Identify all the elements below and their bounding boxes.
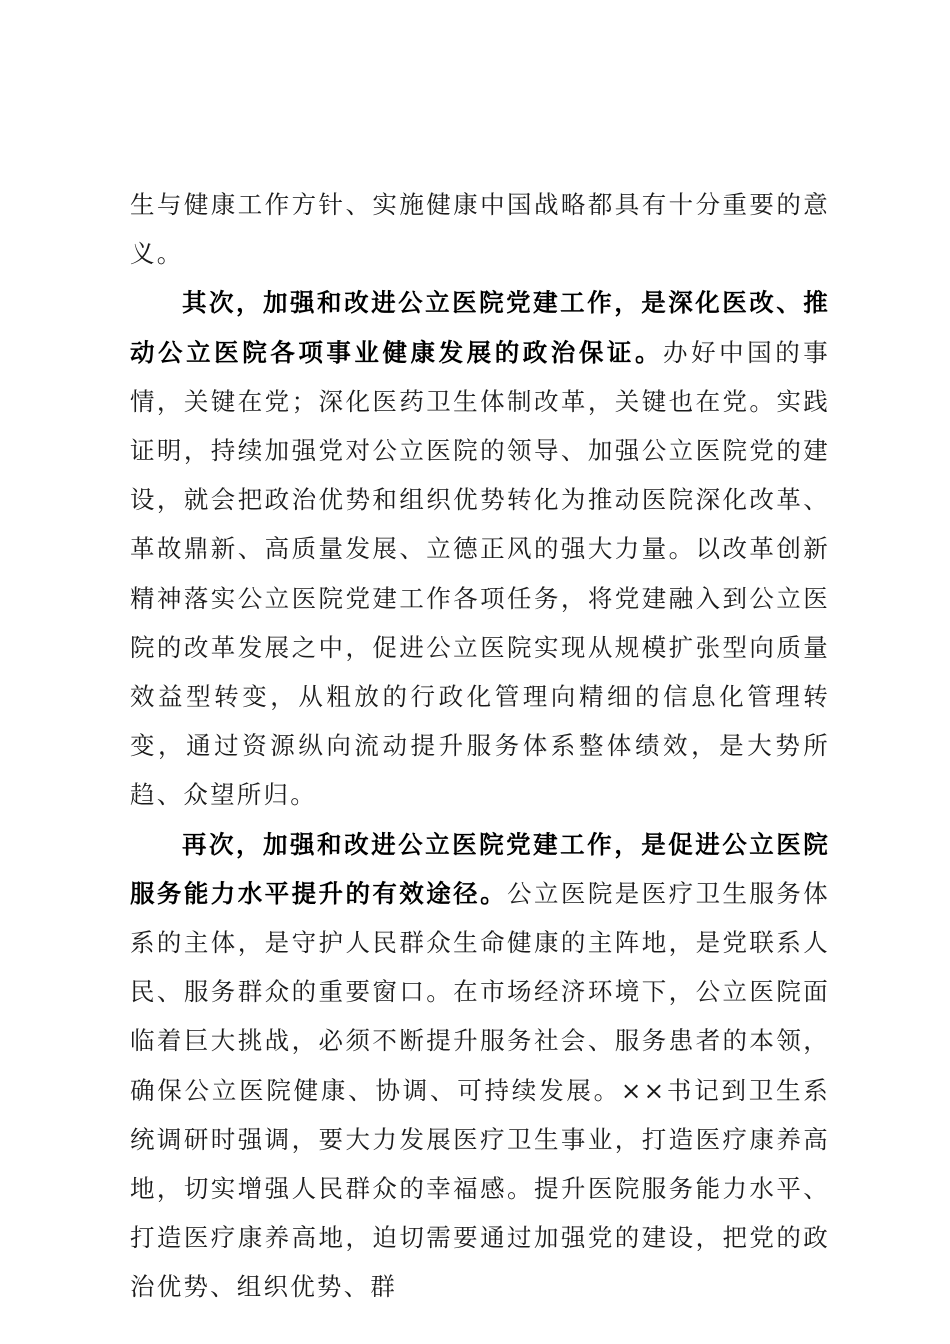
paragraph-2-lead: 其次，加强和改进公立医院党建工作，是深化医改、推动公立医院各项事业健康发展的政治保证。 — [130, 288, 830, 367]
document-body — [130, 180, 830, 1312]
paragraph-3-lead: 再次，加强和改进公立医院党建工作，是促进公立医院服务能力水平提升的有效途径。 — [130, 829, 830, 908]
paragraph-secondly — [130, 278, 830, 819]
paragraph-continuation — [130, 180, 830, 278]
paragraph-3-text: 公立医院是医疗卫生服务体系的主体，是守护人民群众生命健康的主阵地，是党联系人民、服务群众的重要窗口。在市场经济环境下，公立医院面临着巨大挑战，必须不断提升服务社会、服务患者的本领，确保公立医院健康、协调、可持续发展。××书记到卫生系统调研时强调，要大力发展医疗卫生事业，打造医疗康养高地，切实增强人民群众的幸福感。提升医院服务能力水平、打造医疗康养高地，迫切需要通过加强党的建设，把党的政治优势、组织优势、群 — [130, 878, 830, 1302]
paragraph-thirdly — [130, 820, 830, 1312]
paragraph-1-text: 生与健康工作方针、实施健康中国战略都具有十分重要的意义。 — [130, 190, 830, 269]
paragraph-2-text: 办好中国的事情，关键在党；深化医药卫生体制改革，关键也在党。实践证明，持续加强党对公立医院的领导、加强公立医院党的建设，就会把政治优势和组织优势转化为推动医院深化改革、革故鼎新、高质量发展、立德正风的强大力量。以改革创新精神落实公立医院党建工作各项任务，将党建融入到公立医院的改革发展之中，促进公立医院实现从规模扩张型向质量效益型转变，从粗放的行政化管理向精细的信息化管理转变，通过资源纵向流动提升服务体系整体绩效，是大势所趋、众望所归。 — [130, 337, 830, 810]
